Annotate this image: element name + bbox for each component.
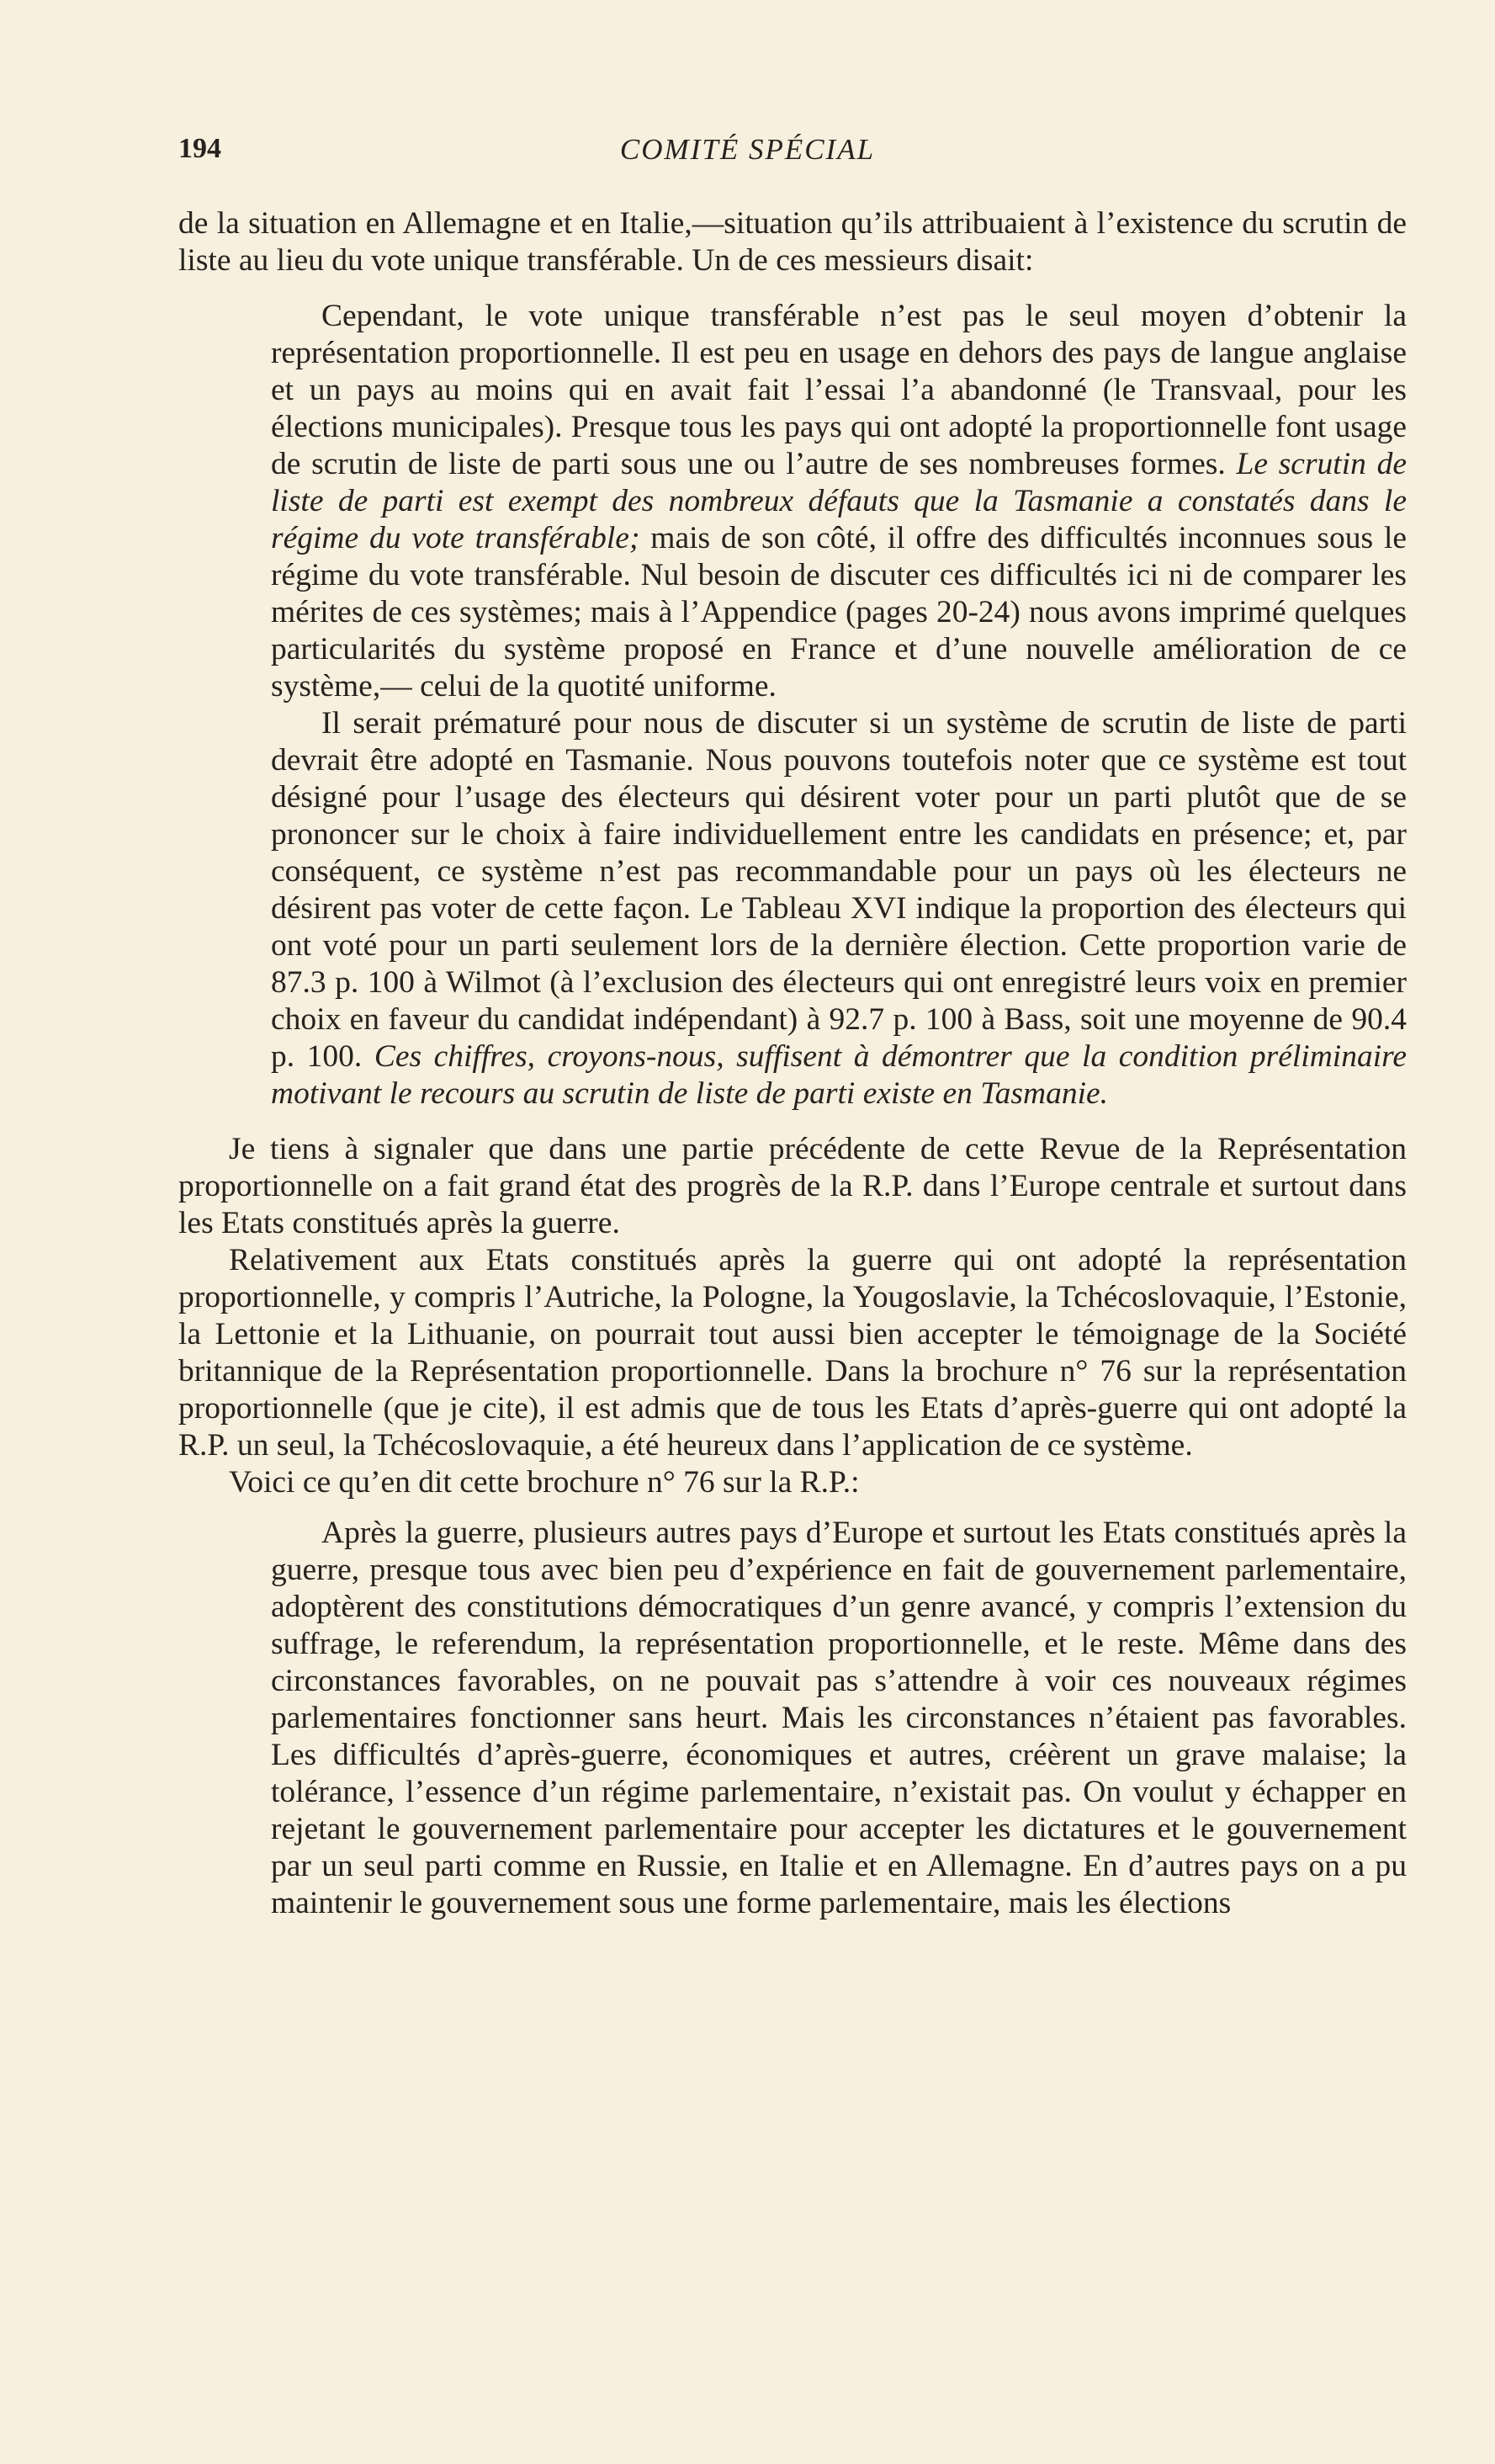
quote-paragraph-2 <box>271 705 1407 1113</box>
page-number: 194 <box>178 133 221 164</box>
quote-paragraph-1 <box>271 298 1407 705</box>
paragraph-3: Relativement aux Etats constitués après la guerre qui ont adopté la représentation proportionnelle, y compris l’Autriche, la Pologne, la Yougoslavie, la Tchécoslovaquie, l’Estonie, la Lettonie et la Lithuanie, on pourrait tout aussi bien accepter le témoignage de la Société britannique de la Représentation proportionnelle. Dans la brochure n° 76 sur la représentation proportionnelle (que je cite), il est admis que de tous les Etats d’après-guerre qui ont adopté la R.P. un seul, la Tchécoslovaquie, a été heureux dans l’application de ce système. <box>178 1243 1407 1463</box>
running-title: COMITÉ SPÉCIAL <box>619 133 876 166</box>
quote-1-text-c: mais de son côté, il offre des difficultés inconnues sous le régime du vote transférable. Nul besoin de discuter ces difficultés ici ni de comparer les mérites de ces systèmes; mais à l’Appendice (pages 20-24) nous avons imprimé quelques particularités du système proposé en France et d’une nouvelle amélioration de ce système,— celui de la quotité uniforme. <box>271 521 1408 704</box>
paragraph-2: Je tiens à signaler que dans une partie précédente de cette Revue de la Représentation proportionnelle on a fait grand état des progrès de la R.P. dans l’Europe centrale et surtout dans les Etats constitués après la guerre. <box>178 1132 1407 1240</box>
quote-paragraph-3: Après la guerre, plusieurs autres pays d’Europe et surtout les Etats constitués après la guerre, presque tous avec bien peu d’expérience en fait de gouvernement parlementaire, adoptèrent des constitutions démocratiques d’un genre avancé, y compris l’extension du suffrage, le referendum, la représentation proportionnelle, et le reste. Même dans des circonstances favorables, on ne pouvait pas s’attendre à voir ces nouveaux régimes parlementaires fonctionner sans heurt. Mais les circonstances n’étaient pas favorables. Les difficultés d’après-guerre, économiques et autres, créèrent un grave malaise; la tolérance, l’essence d’un régime parlementaire, n’existait pas. On voulut y échapper en rejetant le gouvernement parlementaire pour accepter les dictatures et le gouvernement par un seul parti comme en Russie, en Italie et en Allemagne. En d’autres pays on a pu maintenir le gouvernement sous une forme parlementaire, mais les élections <box>271 1516 1407 1920</box>
paragraph-4: Voici ce qu’en dit cette brochure n° 76 sur la R.P.: <box>229 1465 860 1500</box>
quote-1-text-a: Cependant, le vote unique transférable n’est pas le seul moyen d’obtenir la représentation proportionnelle. Il est peu en usage en dehors des pays de langue anglaise et un pays au moins qui en avait fait l’essai l’a abandonné (le Transvaal, pour les élections municipales). Presque tous les pays qui ont adopté la proportionnelle font usage de scrutin de liste de parti sous une ou l’autre de ses nombreuses formes. <box>271 299 1407 481</box>
quote-1-italic: Le scrutin de liste de parti est exempt des nombreux défauts que la Tasmanie a constatés dans le régime du vote transférable; <box>271 447 1407 555</box>
quote-2-italic: Ces chiffres, croyons-nous, suffisent à démontrer que la condition préliminaire motivant le recours au scrutin de liste de parti existe en Tasmanie. <box>271 1039 1407 1111</box>
quote-2-text-a: Il serait prématuré pour nous de discuter si un système de scrutin de liste de parti devrait être adopté en Tasmanie. Nous pouvons toutefois noter que ce système est tout désigné pour l’usage des électeurs qui désirent voter pour un parti plutôt que de se prononcer sur le choix à faire individuellement entre les candidats en présence; et, par conséquent, ce système n’est pas recommandable pour un pays où les électeurs ne désirent pas voter de cette façon. Le Tableau XVI indique la proportion des électeurs qui ont voté pour un parti seulement lors de la dernière élection. Cette proportion varie de 87.3 p. 100 à Wilmot (à l’exclusion des électeurs qui ont enregistré leurs voix en premier choix en faveur du candidat indépendant) à 92.7 p. 100 à Bass, soit une moyenne de 90.4 p. 100. <box>271 706 1407 1074</box>
paragraph-1: de la situation en Allemagne et en Italie,—situation qu’ils attribuaient à l’existence du scrutin de liste au lieu du vote unique transférable. Un de ces messieurs disait: <box>178 206 1407 278</box>
page-header <box>0 133 1495 180</box>
page-body <box>178 205 1407 1922</box>
